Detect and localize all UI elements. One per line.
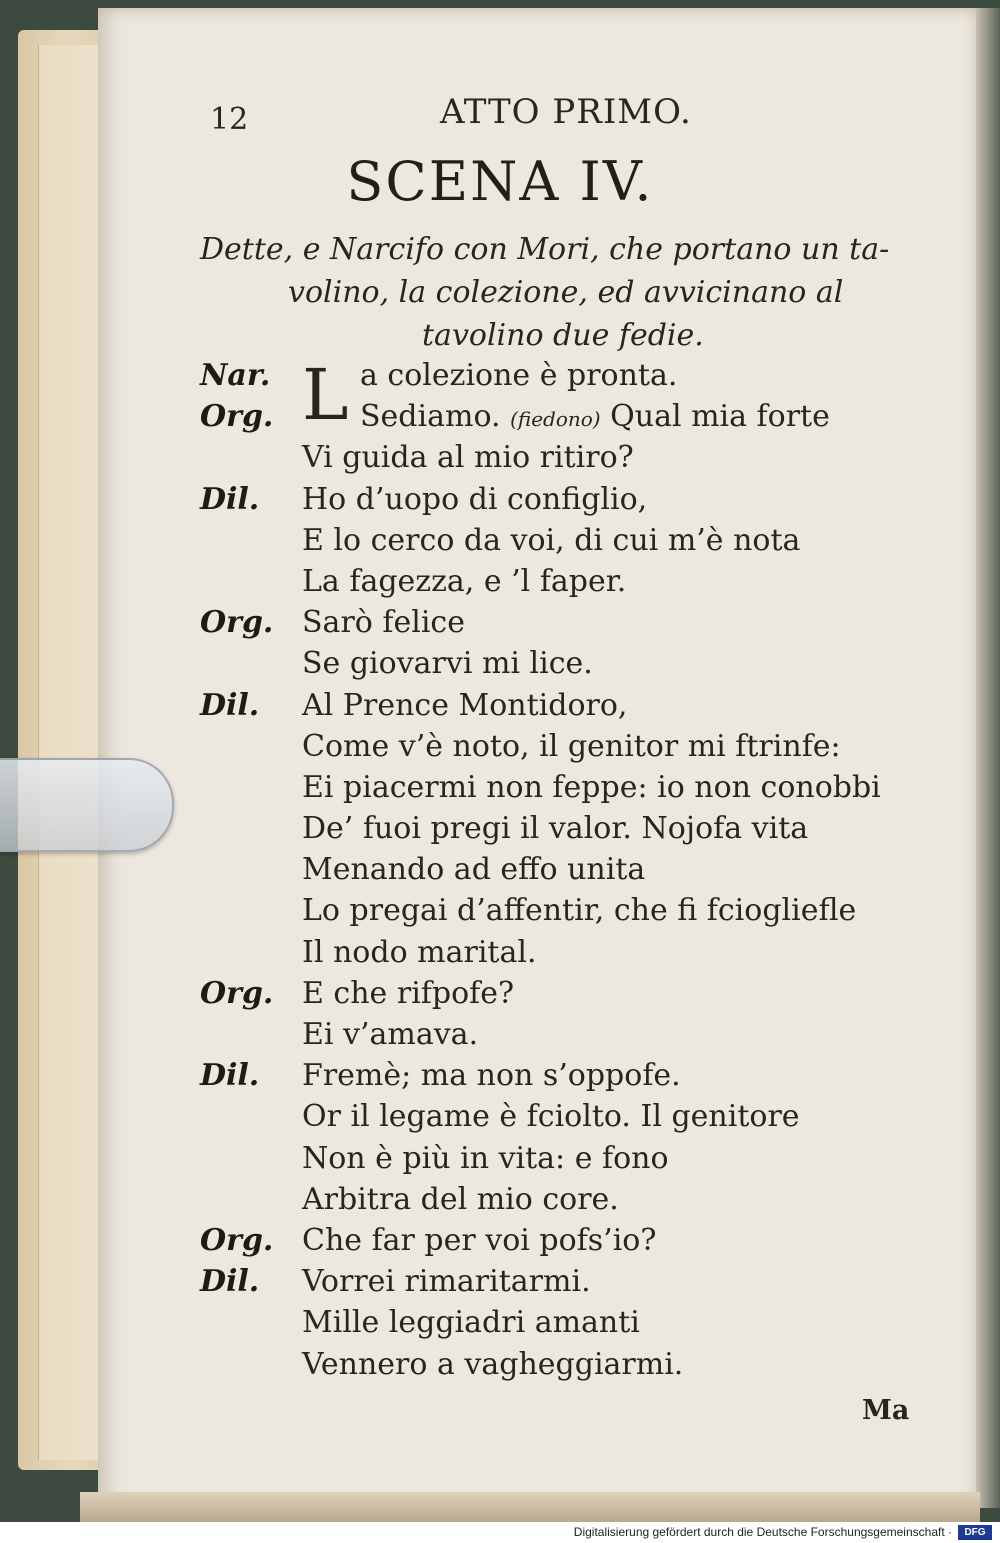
verse-text xyxy=(302,770,881,805)
verse-main: Arbitra del mio core. xyxy=(302,1181,619,1217)
verse-main: E che rifpofe? xyxy=(302,975,515,1011)
verse-text xyxy=(302,605,465,640)
verse-text xyxy=(360,358,677,393)
drop-capital: L xyxy=(302,354,349,436)
dialogue-line xyxy=(200,1347,900,1388)
verse-main: Vennero a vagheggiarmi. xyxy=(302,1346,684,1382)
verse-text xyxy=(302,1182,619,1217)
verse-main: Non è più in vita: e fono xyxy=(302,1140,669,1176)
verse-text xyxy=(302,729,841,764)
speaker-label: Dil. xyxy=(200,687,260,723)
speaker-label: Dil. xyxy=(200,481,260,517)
verse-text xyxy=(302,523,800,558)
verse-main: Fremè; ma non s’oppofe. xyxy=(302,1058,681,1094)
speaker-label: Org. xyxy=(200,1222,274,1258)
stage-direction-line: Dette, e Narcifo con Mori, che portano un ta- xyxy=(200,232,890,267)
dialogue-line xyxy=(200,440,900,481)
catchword: Ma xyxy=(862,1395,910,1426)
dfg-logo-icon: DFG xyxy=(958,1525,992,1540)
verse-main: a colezione è pronta. xyxy=(360,358,678,393)
book-bottom-edge xyxy=(80,1492,980,1522)
dialogue-line xyxy=(200,1099,900,1140)
dialogue-line xyxy=(200,935,900,976)
verse-main: Il nodo marital. xyxy=(302,934,537,970)
verse-main: Ho d’uopo di configlio, xyxy=(302,481,648,517)
dialogue-line xyxy=(200,729,900,770)
verse-text xyxy=(302,976,514,1011)
speaker-label: Dil. xyxy=(200,1264,260,1300)
scene-title: SCENA IV. xyxy=(346,150,654,213)
dialogue-line xyxy=(200,688,900,729)
stage-direction-line: volino, la colezione, ed avvicinano al xyxy=(288,275,844,310)
verse-main: Che far per voi pofs’io? xyxy=(302,1222,657,1258)
verse-text xyxy=(302,1058,681,1093)
verse-main: De’ fuoi pregi il valor. Nojofa vita xyxy=(302,811,809,847)
verse-text xyxy=(302,440,634,475)
page-header xyxy=(210,92,890,142)
dialogue-line xyxy=(200,811,900,852)
verse-text xyxy=(302,811,808,846)
verse-text xyxy=(302,646,593,681)
verse-main: Mille leggiadri amanti xyxy=(302,1305,640,1341)
speaker-label: Dil. xyxy=(200,1058,260,1094)
stage-direction xyxy=(200,228,920,357)
dialogue-line xyxy=(200,1305,900,1346)
dialogue-line xyxy=(200,770,900,811)
verse-text xyxy=(302,1099,800,1134)
verse-main: Sediamo. xyxy=(360,399,501,435)
dialogue-line xyxy=(200,1223,900,1264)
verse-main: Sarò felice xyxy=(302,605,465,641)
book-right-edge xyxy=(976,8,1000,1508)
verse-main: La fagezza, e ’l faper. xyxy=(302,563,627,599)
verse-main: Vorrei rimaritarmi. xyxy=(302,1264,591,1300)
dialogue-line xyxy=(200,399,900,440)
verse-main: Menando ad effo unita xyxy=(302,852,646,888)
page-number: 12 xyxy=(210,102,249,137)
speaker-label: Nar. xyxy=(200,358,271,393)
dialogue-line xyxy=(200,482,900,523)
dialogue-line xyxy=(200,1264,900,1305)
speaker-label: Org. xyxy=(200,399,274,435)
verse-main: Ei piacermi non feppe: io non conobbi xyxy=(302,769,881,805)
dialogue-line xyxy=(200,564,900,605)
verse-main: Lo pregai d’affentir, che fi fciogliefle xyxy=(302,893,857,929)
verse-text xyxy=(302,564,626,599)
verse-text xyxy=(302,1347,683,1382)
dialogue xyxy=(200,354,900,1388)
speaker-label: Org. xyxy=(200,975,274,1011)
verse-main: Or il legame è fciolto. Il genitore xyxy=(302,1099,800,1135)
verse-text xyxy=(302,688,627,723)
running-head: ATTO PRIMO. xyxy=(440,92,692,132)
dialogue-line xyxy=(200,893,900,934)
verse-text xyxy=(302,1305,640,1340)
verse-main: Ei v’amava. xyxy=(302,1017,479,1052)
verse-text xyxy=(302,893,856,928)
verse-text xyxy=(302,1264,591,1299)
stage-direction-line: tavolino due fedie. xyxy=(422,318,704,353)
verse-text xyxy=(302,1223,656,1258)
verse-text xyxy=(302,852,645,887)
verse-main: Se giovarvi mi lice. xyxy=(302,646,593,682)
stage-aside: (fiedono) xyxy=(510,407,601,432)
verse-continuation: Qual mia forte xyxy=(610,399,830,435)
dialogue-line xyxy=(200,976,900,1017)
dialogue-line xyxy=(200,523,900,564)
verse-main: E lo cerco da voi, di cui m’è nota xyxy=(302,522,801,558)
dialogue-line xyxy=(200,1058,900,1099)
verse-main: Al Prence Montidoro, xyxy=(302,687,628,723)
verse-text xyxy=(360,399,830,434)
dialogue-line xyxy=(200,605,900,646)
dialogue-line xyxy=(200,852,900,893)
dialogue-line xyxy=(200,646,900,687)
verse-main: Vi guida al mio ritiro? xyxy=(302,440,634,476)
verse-text xyxy=(302,935,537,970)
footer-credit: Digitalisierung gefördert durch die Deutsche Forschungsgemeinschaft · xyxy=(573,1525,952,1539)
dialogue-line xyxy=(200,1182,900,1223)
speaker-label: Org. xyxy=(200,605,274,641)
verse-text xyxy=(302,1017,478,1052)
verse-main: Come v’è noto, il genitor mi ftrinfe: xyxy=(302,728,841,764)
footer-bar xyxy=(0,1522,1000,1543)
page-holder-clip xyxy=(0,758,174,852)
dialogue-line xyxy=(200,1017,900,1058)
dialogue-line xyxy=(200,1141,900,1182)
verse-text xyxy=(302,482,647,517)
verse-text xyxy=(302,1141,669,1176)
